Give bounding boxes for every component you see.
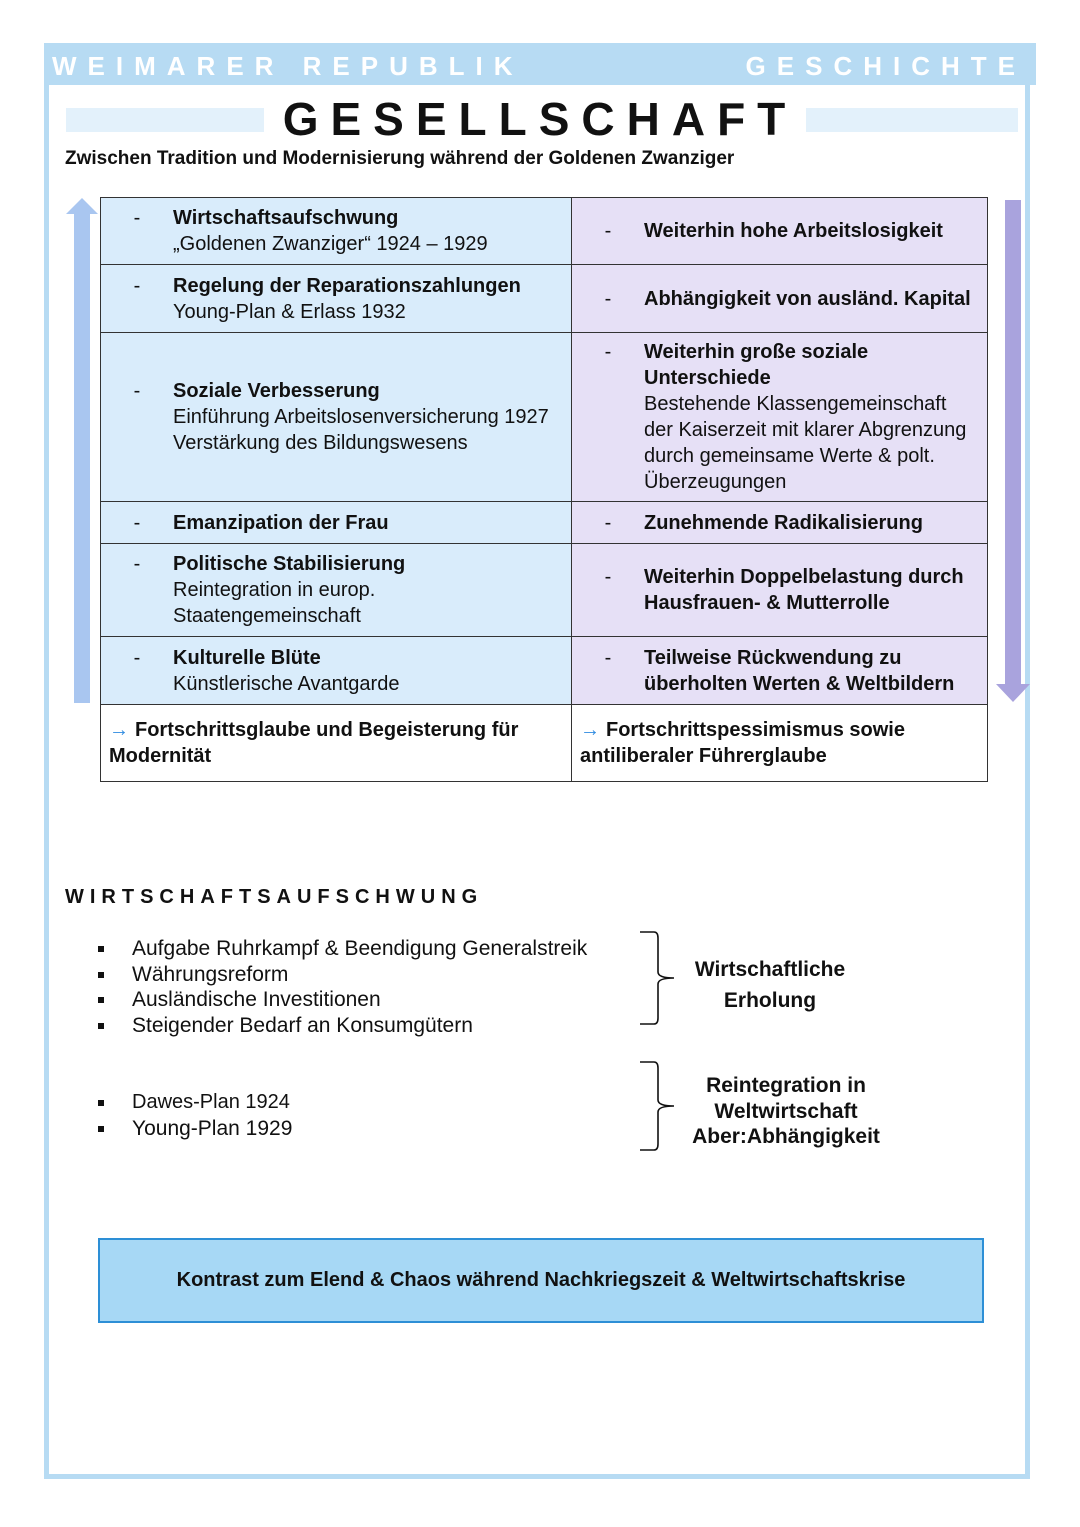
- cell-line: Einführung Arbeitslosenversicherung 1927: [173, 406, 549, 428]
- header-bar: [44, 43, 1036, 85]
- cell-line: Bestehende Klassengemeinschaft der Kaiserzeit mit klarer Abgrenzung durch gemeinsame Werte & polt. Überzeugungen: [644, 393, 967, 493]
- table-row: - Regelung der Reparationszahlungen Young-Plan & Erlass 1932 - Abhängigkeit von ausländ. Kapital: [101, 265, 988, 333]
- table-row: - Soziale Verbesserung Einführung Arbeitslosenversicherung 1927 Verstärkung des Bildungswesens - Weiterhin große soziale Unterschiede Bestehende Klassengemeinschaft der Kaiserzeit mit klarer Abgrenzung durch gemeinsame Werte & polt. Überzeugungen: [101, 333, 988, 502]
- cell-title: Emanzipation der Frau: [173, 511, 389, 534]
- cell-line: Young-Plan & Erlass 1932: [173, 300, 406, 323]
- cell-title: Abhängigkeit von ausländ. Kapital: [644, 287, 971, 310]
- table-row: - Emanzipation der Frau - Zunehmende Radikalisierung: [101, 502, 988, 544]
- cause-list: [98, 936, 587, 1038]
- comparison-table: [100, 197, 988, 782]
- cell-line: Künstlerische Avantgarde: [173, 672, 400, 695]
- list-item: Währungsreform: [98, 962, 587, 988]
- arrow-down-icon: [996, 200, 1030, 702]
- plan-list: [98, 1090, 292, 1141]
- cell-title: Soziale Verbesserung: [173, 380, 380, 402]
- cell-title: Politische Stabilisierung: [173, 553, 406, 575]
- contrast-box: Kontrast zum Elend & Chaos während Nachkriegszeit & Weltwirtschaftskrise: [98, 1238, 984, 1323]
- cell-title: Kulturelle Blüte: [173, 646, 321, 669]
- list-item: Steigender Bedarf an Konsumgütern: [98, 1013, 587, 1039]
- list-item: Ausländische Investitionen: [98, 987, 587, 1013]
- cell-line: Verstärkung des Bildungswesens: [173, 432, 468, 454]
- table-row: - Wirtschaftsaufschwung „Goldenen Zwanziger“ 1924 – 1929 - Weiterhin hohe Arbeitslosigkeit: [101, 198, 988, 265]
- arrow-right-icon: →: [580, 719, 600, 741]
- conclusion-right: Fortschrittspessimismus sowie antiliberaler Führerglaube: [580, 719, 905, 767]
- list-item: Dawes-Plan 1924: [98, 1090, 292, 1116]
- cell-title: Weiterhin hohe Arbeitslosigkeit: [644, 220, 943, 242]
- brace-icon: [638, 1060, 678, 1152]
- conclusion-left: Fortschrittsglaube und Begeisterung für Modernität: [109, 719, 519, 767]
- cell-title: Teilweise Rückwendung zu überholten Werten & Weltbildern: [644, 646, 955, 695]
- result-reintegration: Reintegration in Weltwirtschaft Aber:Abhängigkeit: [692, 1074, 880, 1148]
- table-row: - Kulturelle Blüte Künstlerische Avantgarde - Teilweise Rückwendung zu überholten Werten & Weltbildern: [101, 637, 988, 705]
- cell-line: Reintegration in europ. Staatengemeinschaft: [173, 579, 376, 627]
- cell-title: Regelung der Reparationszahlungen: [173, 274, 521, 297]
- topic-label: WEIMARER REPUBLIK: [52, 51, 524, 81]
- subject-label: GESCHICHTE: [745, 51, 1026, 81]
- arrow-up-icon: [66, 198, 98, 703]
- page-title: GESELLSCHAFT: [282, 93, 798, 145]
- page-subtitle: Zwischen Tradition und Modernisierung während der Goldenen Zwanziger: [65, 148, 735, 169]
- cell-title: Weiterhin große soziale Unterschiede: [644, 341, 869, 389]
- table-row: - Politische Stabilisierung Reintegration in europ. Staatengemeinschaft - Weiterhin Doppelbelastung durch Hausfrauen- & Mutterrolle: [101, 544, 988, 637]
- list-item: Aufgabe Ruhrkampf & Beendigung Generalstreik: [98, 936, 587, 962]
- cell-title: Weiterhin Doppelbelastung durch Hausfrauen- & Mutterrolle: [644, 566, 964, 614]
- conclusion-row: [101, 705, 988, 782]
- cell-title: Wirtschaftsaufschwung: [173, 207, 399, 229]
- section-heading: WIRTSCHAFTSAUFSCHWUNG: [65, 886, 484, 908]
- cell-line: „Goldenen Zwanziger“ 1924 – 1929: [173, 233, 488, 255]
- arrow-right-icon: →: [109, 719, 129, 741]
- result-erholung: Wirtschaftliche Erholung: [694, 958, 846, 1012]
- list-item: Young-Plan 1929: [98, 1116, 292, 1142]
- brace-icon: [638, 930, 678, 1026]
- cell-title: Zunehmende Radikalisierung: [644, 511, 923, 534]
